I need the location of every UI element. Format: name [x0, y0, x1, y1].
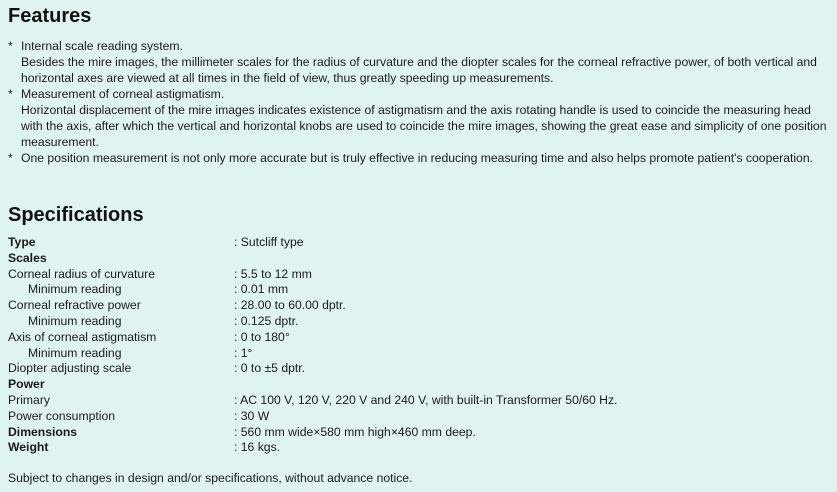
feature-item	[8, 86, 833, 150]
spec-row-primary	[8, 393, 833, 409]
spec-row-power	[8, 377, 833, 393]
spec-label: Primary	[8, 392, 50, 407]
feature-description: Horizontal displacement of the mire images indicates existence of astigmatism and the axis rotating handle is used to coincide the measuring head with the axis, after which the vertical and horizontal knobs are used to coincide the mire images, showing the great ease and simplicity of one position measurement.	[21, 103, 827, 149]
asterisk-bullet-icon: *	[8, 151, 13, 165]
spec-value: : 560 mm wide×580 mm high×460 mm deep.	[234, 424, 476, 439]
spec-value: : Sutcliff type	[234, 235, 304, 249]
spec-row-type	[8, 235, 833, 251]
spec-value: : 30 W	[234, 408, 270, 423]
spec-label: Weight	[8, 440, 49, 455]
spec-row-dimensions	[8, 425, 833, 441]
spec-row-consumption	[8, 409, 833, 425]
spec-label: Corneal radius of curvature	[8, 266, 155, 281]
spec-row-refractive	[8, 298, 833, 314]
feature-title: One position measurement is not only more accurate but is truly effective in reducing measuring time and also helps promote patient's cooperation.	[21, 151, 814, 165]
spec-label: Corneal refractive power	[8, 298, 141, 313]
asterisk-bullet-icon: *	[8, 39, 13, 53]
spec-label: Diopter adjusting scale	[8, 361, 132, 376]
features-list	[8, 38, 833, 166]
spec-row-weight	[8, 440, 833, 456]
spec-label: Minimum reading	[28, 345, 122, 360]
spec-label: Type	[8, 235, 36, 249]
spec-value: : 0.125 dptr.	[234, 313, 299, 328]
feature-title: Measurement of corneal astigmatism.	[21, 87, 225, 101]
spec-row-axis-min	[8, 346, 833, 362]
spec-value: : 28.00 to 60.00 dptr.	[234, 298, 346, 313]
specifications-heading: Specifications	[8, 204, 144, 226]
feature-description: Besides the mire images, the millimeter scales for the radius of curvature and the diopter scales for the corneal refractive power, of both vertical and horizontal axes are viewed at all times in the field of view, thus greatly speeding up measurements.	[21, 55, 817, 85]
specifications-table	[8, 235, 833, 456]
spec-value: : 0 to ±5 dptr.	[234, 361, 306, 376]
feature-title: Internal scale reading system.	[21, 39, 183, 53]
features-heading: Features	[8, 5, 92, 27]
asterisk-bullet-icon: *	[8, 87, 13, 101]
spec-row-scales	[8, 251, 833, 267]
spec-label: Axis of corneal astigmatism	[8, 329, 157, 344]
spec-section-label: Power	[8, 377, 45, 392]
feature-item	[8, 150, 833, 166]
spec-section-label: Scales	[8, 250, 47, 265]
spec-row-diopter	[8, 361, 833, 377]
spec-row-refractive-min	[8, 314, 833, 330]
spec-label: Dimensions	[8, 424, 78, 439]
spec-value: : AC 100 V, 120 V, 220 V and 240 V, with built-in Transformer 50/60 Hz.	[234, 392, 618, 407]
spec-value: : 1°	[234, 345, 253, 360]
spec-value: : 16 kgs.	[234, 440, 281, 455]
spec-value: : 0 to 180°	[234, 329, 290, 344]
feature-item	[8, 38, 833, 86]
spec-row-radius-min	[8, 282, 833, 298]
spec-row-radius	[8, 267, 833, 283]
spec-row-axis	[8, 330, 833, 346]
spec-label: Minimum reading	[28, 282, 122, 297]
spec-value: : 0.01 mm	[234, 282, 289, 297]
disclaimer-note: Subject to changes in design and/or specifications, without advance notice.	[8, 471, 413, 485]
spec-label: Minimum reading	[28, 313, 122, 328]
spec-value: : 5.5 to 12 mm	[234, 266, 312, 281]
spec-label: Power consumption	[8, 408, 116, 423]
